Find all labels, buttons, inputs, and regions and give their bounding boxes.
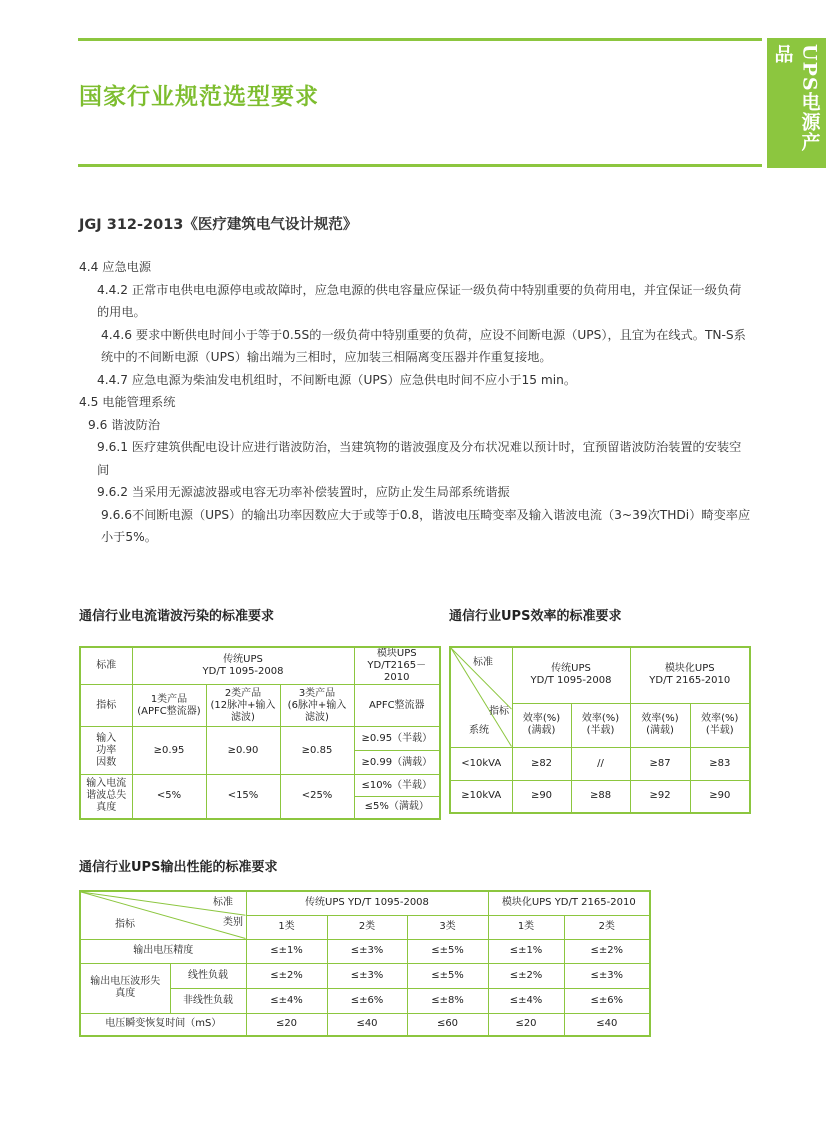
header-class2: 2类产品 (12脉冲+输入 滤波): [206, 685, 280, 727]
class-header: 2类: [327, 915, 407, 939]
table-cell: ≤±1%: [488, 939, 564, 963]
diag-label-standard: 标准: [473, 657, 493, 668]
top-rule: [78, 38, 762, 41]
table-cell: //: [571, 747, 630, 780]
row-thd-label: 输入电流 谐波总失 真度: [80, 775, 132, 819]
table-row: [80, 939, 650, 963]
table-row: [450, 747, 750, 780]
table-cell: ≤±8%: [407, 988, 488, 1013]
clause: 4.4.7 应急电源为柴油发电机组时，不间断电源（UPS）应急供电时间不应小于15 min。: [97, 372, 577, 387]
table-cell: ≥87: [630, 747, 690, 780]
class-header: 3类: [407, 915, 488, 939]
table-cell: ≥0.95: [132, 727, 206, 775]
diagonal-header: [450, 647, 512, 747]
table-cell: ≤±1%: [246, 939, 327, 963]
table-cell: ≤±5%: [407, 939, 488, 963]
table-cell: ≤10%（半载）: [354, 775, 440, 797]
header-indicator: 指标: [80, 685, 132, 727]
clause: 9.6 谐波防治: [88, 417, 161, 432]
header-traditional: 传统UPS YD/T 1095-2008: [132, 647, 354, 685]
table-cell: <15%: [206, 775, 280, 819]
standard-clauses: [79, 256, 751, 549]
table-cell: ≥88: [571, 780, 630, 813]
efficiency-table-title: 通信行业UPS效率的标准要求: [449, 609, 622, 624]
table-cell: ≤±2%: [488, 963, 564, 988]
table-cell: ≥82: [512, 747, 571, 780]
row-label: 输出电压精度: [80, 939, 246, 963]
table-cell: ≥0.85: [280, 727, 354, 775]
table-cell: ≥90: [690, 780, 750, 813]
table-cell: ≤±6%: [564, 988, 650, 1013]
table-row: [80, 963, 650, 988]
table-cell: ≤±2%: [564, 939, 650, 963]
table-cell: ≤60: [407, 1013, 488, 1036]
bottom-rule: [78, 164, 762, 167]
header-class3: 3类产品 (6脉冲+输入 滤波): [280, 685, 354, 727]
efficiency-table: [449, 646, 751, 814]
side-tab-label: UPS电源产品: [771, 44, 821, 152]
row-label: <10kVA: [450, 747, 512, 780]
header-standard: 标准: [80, 647, 132, 685]
table-cell: ≤±5%: [407, 963, 488, 988]
clause: 4.5 电能管理系统: [79, 395, 176, 409]
table-row: [80, 1013, 650, 1036]
header-traditional: 传统UPS YD/T 1095-2008: [512, 647, 630, 703]
clause: 9.6.1 医疗建筑供配电设计应进行谐波防治，当建筑物的谐波强度及分布状况难以预计时，宜预留谐波防治装置的安装空间: [97, 440, 742, 477]
header-modular: 模块UPS YD/T2165－2010: [354, 647, 440, 685]
sub-header: 效率(%) (半载): [690, 703, 750, 747]
sub-header: 效率(%) (满载): [630, 703, 690, 747]
clause: 9.6.2 当采用无源滤波器或电容无功率补偿装置时，应防止发生局部系统谐振: [97, 485, 510, 499]
clause: 4.4.2 正常市电供电电源停电或故障时，应急电源的供电容量应保证一级负荷中特别重要的负荷用电，并宜保证一级负荷的用电。: [97, 282, 742, 319]
side-tab: [767, 38, 826, 168]
table-cell: ≤±3%: [327, 963, 407, 988]
table-cell: ≥0.95（半载）: [354, 727, 440, 751]
header-modular: 模块化UPS YD/T 2165-2010: [488, 891, 650, 915]
diagonal-header: [80, 891, 246, 939]
page-title: 国家行业规范选型要求: [79, 84, 319, 110]
standard-title: JGJ 312-2013《医疗建筑电气设计规范》: [79, 217, 358, 233]
table-cell: ≤±2%: [246, 963, 327, 988]
output-table-title: 通信行业UPS输出性能的标准要求: [79, 860, 278, 875]
table-cell: ≥92: [630, 780, 690, 813]
table-cell: ≤±4%: [488, 988, 564, 1013]
diag-label-class: 类别: [223, 917, 243, 928]
sub-header: 效率(%) (半载): [571, 703, 630, 747]
table-cell: <25%: [280, 775, 354, 819]
table-row: [450, 780, 750, 813]
table-cell: ≤±3%: [564, 963, 650, 988]
row-power-factor-label: 输入 功率 因数: [80, 727, 132, 775]
table-cell: ≥0.90: [206, 727, 280, 775]
sub-header: 效率(%) (满载): [512, 703, 571, 747]
harmonic-table: [79, 646, 441, 820]
header-traditional: 传统UPS YD/T 1095-2008: [246, 891, 488, 915]
clause: 9.6.6不间断电源（UPS）的输出功率因数应大于或等于0.8，谐波电压畸变率及输入谐波电流（3~39次THDi）畸变率应小于5%。: [101, 507, 751, 544]
diag-label-standard: 标准: [213, 897, 233, 908]
table-cell: ≤20: [488, 1013, 564, 1036]
table-cell: ≥0.99（满载）: [354, 751, 440, 775]
table-cell: ≤40: [564, 1013, 650, 1036]
clause: 4.4.6 要求中断供电时间小于等于0.5S的一级负荷中特别重要的负荷，应设不间断电源（UPS），且宜为在线式。TN-S系统中的不间断电源（UPS）输出端为三相时，应加装三相隔离变压器并作重复接地。: [101, 327, 746, 364]
header-modular: 模块化UPS YD/T 2165-2010: [630, 647, 750, 703]
row-label: 电压瞬变恢复时间（mS）: [80, 1013, 246, 1036]
class-header: 1类: [488, 915, 564, 939]
table-cell: ≤±3%: [327, 939, 407, 963]
harmonic-table-title: 通信行业电流谐波污染的标准要求: [79, 609, 275, 624]
table-cell: ≤±6%: [327, 988, 407, 1013]
row-label: 线性负载: [170, 963, 246, 988]
table-cell: ≤40: [327, 1013, 407, 1036]
table-cell: ≥83: [690, 747, 750, 780]
row-label: 非线性负载: [170, 988, 246, 1013]
row-distortion-label: 输出电压波形失 真度: [80, 963, 170, 1013]
clause: 4.4 应急电源: [79, 260, 152, 274]
header-class1: 1类产品 (APFC整流器): [132, 685, 206, 727]
class-header: 1类: [246, 915, 327, 939]
row-label: ≥10kVA: [450, 780, 512, 813]
table-cell: ≥90: [512, 780, 571, 813]
diag-label-indicator: 指标: [115, 919, 135, 930]
output-table: [79, 890, 651, 1037]
table-cell: ≤20: [246, 1013, 327, 1036]
table-cell: <5%: [132, 775, 206, 819]
diag-label-system: 系统: [469, 725, 489, 736]
header-apfc: APFC整流器: [354, 685, 440, 727]
diag-label-indicator: 指标: [489, 706, 509, 717]
class-header: 2类: [564, 915, 650, 939]
table-cell: ≤±4%: [246, 988, 327, 1013]
table-cell: ≤5%（满载）: [354, 797, 440, 819]
